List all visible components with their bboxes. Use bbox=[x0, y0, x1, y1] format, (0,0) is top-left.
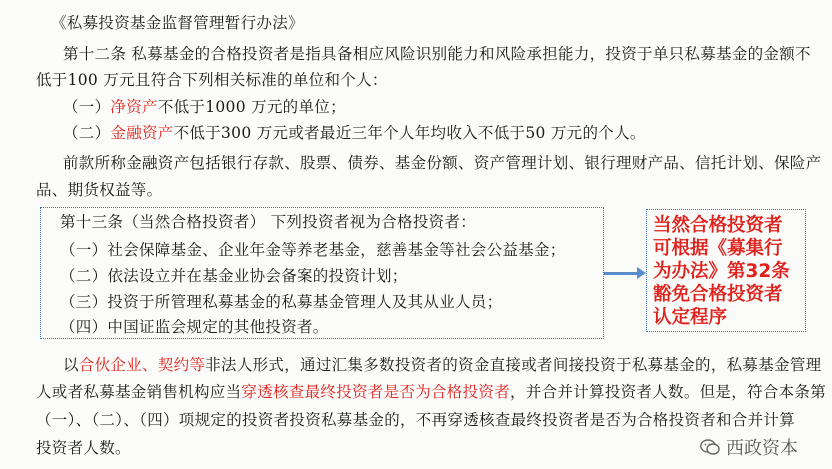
tail-para-line-3: （一）、（二）、（四）项规定的投资者投资私募基金的，不再穿透核查最终投资者是否为合格投资者和合并计算 bbox=[36, 411, 796, 429]
tail-para-line-2 bbox=[36, 382, 826, 402]
tail-line-1-highlight: 合伙企业、契约等 bbox=[78, 356, 206, 374]
article-13-item-4: （四）中国证监会规定的其他投资者。 bbox=[60, 318, 329, 336]
callout-box bbox=[646, 209, 806, 332]
tail-para-line-4: 投资者人数。 bbox=[36, 439, 131, 457]
tail-line-2-pre: 人或者私募基金销售机构应当 bbox=[36, 383, 242, 401]
tail-line-2-highlight: 穿透核查最终投资者是否为合格投资者 bbox=[241, 383, 511, 401]
item-1-prefix: （一） bbox=[63, 98, 111, 116]
callout-line-2: 可根据《募集行 bbox=[653, 238, 783, 259]
financial-assets-para-line-1: 前款所称金融资产包括银行存款、股票、债券、基金份额、资产管理计划、银行理财产品、信托计划、保险产 bbox=[63, 154, 822, 172]
callout-line-3: 为办法》第32条 bbox=[653, 261, 790, 282]
article-12-item-1 bbox=[63, 97, 346, 117]
financial-assets-para-line-2: 品、期货权益等。 bbox=[36, 181, 163, 199]
wechat-icon bbox=[700, 439, 720, 455]
tail-line-2-rest: ，并合并计算投资者人数。但是，符合本条第 bbox=[510, 383, 827, 401]
item-1-highlight: 净资产 bbox=[110, 98, 158, 116]
item-2-prefix: （二） bbox=[63, 124, 111, 142]
doc-title: 《私募投资基金监督管理暂行办法》 bbox=[51, 14, 304, 32]
tail-line-1-pre: 以 bbox=[63, 356, 79, 374]
article-12-item-2 bbox=[63, 123, 646, 143]
item-2-highlight: 金融资产 bbox=[110, 124, 174, 142]
item-1-rest: 不低于1000 万元的单位； bbox=[157, 98, 346, 116]
article-13-heading: 第十三条（当然合格投资者） 下列投资者视为合格投资者： bbox=[60, 213, 477, 231]
article-13-item-1: （一）社会保障基金、企业年金等养老基金，慈善基金等社会公益基金； bbox=[60, 241, 566, 259]
callout-line-1: 当然合格投资者 bbox=[653, 215, 783, 236]
tail-line-1-rest: 非法人形式，通过汇集多数投资者的资金直接或者间接投资于私募基金的，私募基金管理 bbox=[205, 356, 822, 374]
article-13-item-3: （三）投资于所管理私募基金的私募基金管理人及其从业人员； bbox=[60, 293, 503, 311]
article-12-line-1: 第十二条 私募基金的合格投资者是指具备相应风险识别能力和风险承担能力，投资于单只私募基金的金额不 bbox=[63, 45, 811, 63]
article-12-line-2: 低于100 万元且符合下列相关标准的单位和个人： bbox=[36, 71, 388, 89]
callout-line-4: 豁免合格投资者 bbox=[653, 284, 783, 305]
watermark bbox=[700, 434, 798, 460]
item-2-rest: 不低于300 万元或者最近三年个人年均收入不低于50 万元的个人。 bbox=[173, 124, 646, 142]
article-13-item-2: （二）依法设立并在基金业协会备案的投资计划； bbox=[60, 267, 408, 285]
connector-arrow-icon bbox=[637, 267, 646, 279]
watermark-text: 西政资本 bbox=[726, 438, 798, 459]
tail-para-line-1 bbox=[63, 355, 821, 375]
callout-line-5: 认定程序 bbox=[653, 307, 728, 328]
